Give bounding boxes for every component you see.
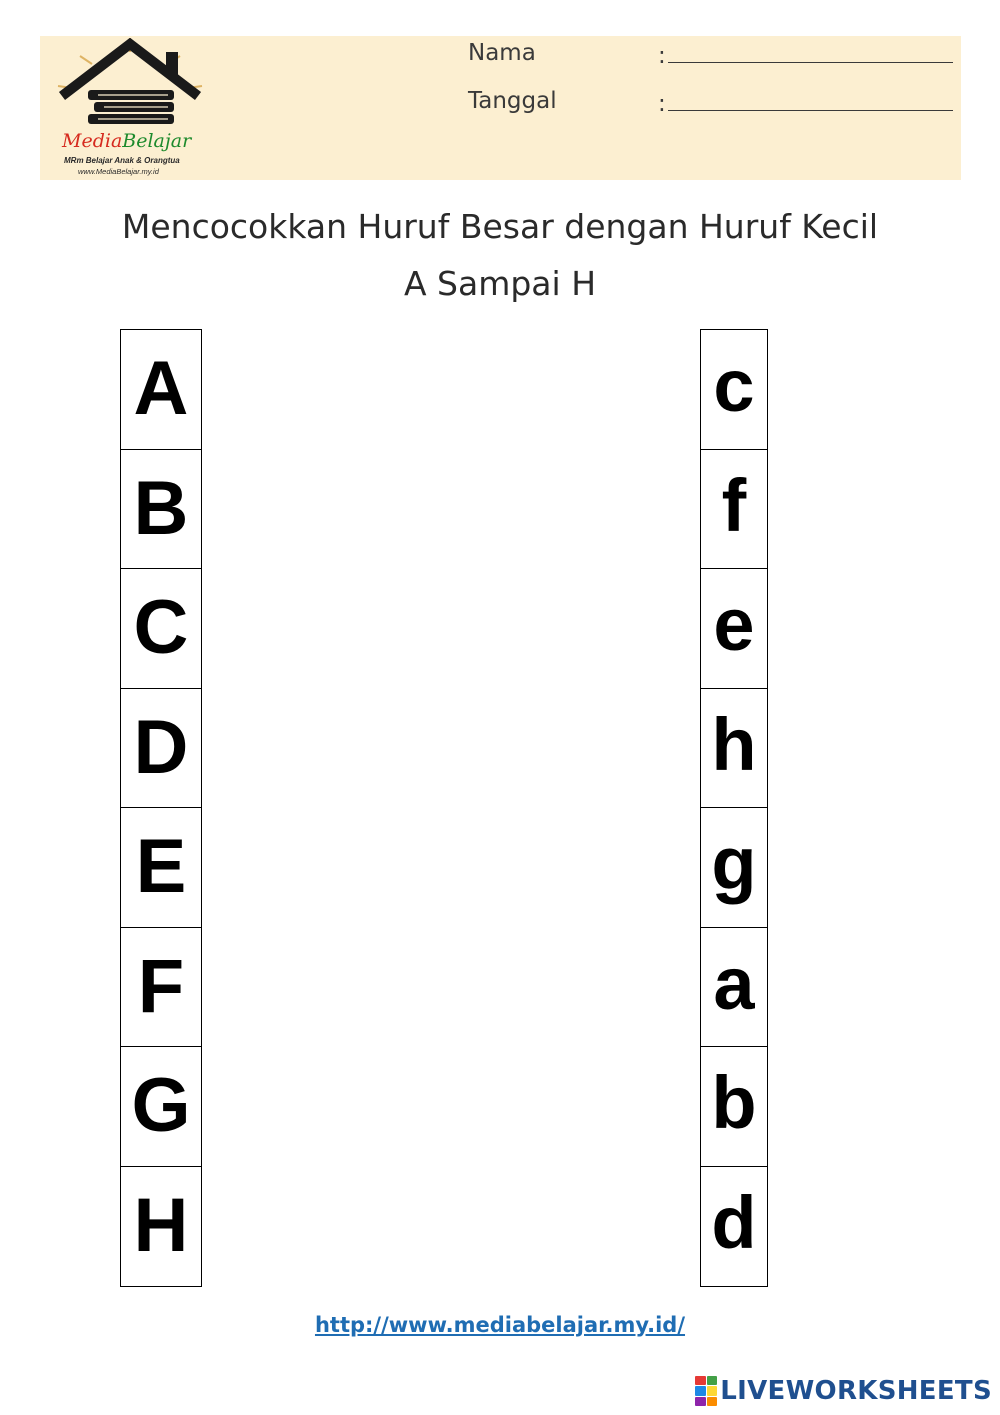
lowercase-letter-cell[interactable]: g: [701, 808, 767, 928]
uppercase-column: [120, 329, 202, 1287]
uppercase-letter-cell[interactable]: F: [121, 928, 201, 1048]
liveworksheets-logo-icon: [695, 1376, 717, 1406]
logo-tagline: MRm Belajar Anak & Orangtua: [64, 156, 180, 165]
media-belajar-logo: [50, 38, 210, 178]
book-house-icon: [50, 38, 210, 133]
logo-url: www.MediaBelajar.my.id: [78, 167, 159, 176]
date-field[interactable]: :: [658, 88, 953, 117]
lowercase-letter-cell[interactable]: c: [701, 330, 767, 450]
lowercase-letter-cell[interactable]: a: [701, 928, 767, 1048]
uppercase-letter-cell[interactable]: B: [121, 450, 201, 570]
uppercase-letter-cell[interactable]: E: [121, 808, 201, 928]
liveworksheets-text: LIVEWORKSHEETS: [720, 1376, 992, 1406]
name-field[interactable]: :: [658, 40, 953, 69]
worksheet-title: Mencocokkan Huruf Besar dengan Huruf Kecil: [121, 207, 879, 246]
uppercase-letter-cell[interactable]: D: [121, 689, 201, 809]
name-label: Nama: [468, 40, 536, 66]
logo-brand-name: MediaBelajar: [62, 130, 192, 152]
uppercase-letter-cell[interactable]: G: [121, 1047, 201, 1167]
date-label: Tanggal: [468, 88, 557, 114]
worksheet-header: [40, 36, 961, 180]
website-link[interactable]: http://www.mediabelajar.my.id/: [314, 1313, 686, 1337]
lowercase-letter-cell[interactable]: d: [711, 1181, 757, 1265]
uppercase-letter-cell[interactable]: H: [133, 1183, 189, 1269]
lowercase-letter-cell[interactable]: h: [701, 689, 767, 809]
liveworksheets-watermark: [695, 1376, 992, 1406]
uppercase-letter-cell[interactable]: A: [121, 330, 201, 450]
lowercase-letter-cell[interactable]: b: [701, 1047, 767, 1167]
worksheet-subtitle: A Sampai H: [403, 264, 597, 303]
uppercase-letter-cell[interactable]: C: [121, 569, 201, 689]
lowercase-column: [700, 329, 768, 1287]
lowercase-letter-cell[interactable]: f: [701, 450, 767, 570]
lowercase-letter-cell[interactable]: e: [701, 569, 767, 689]
